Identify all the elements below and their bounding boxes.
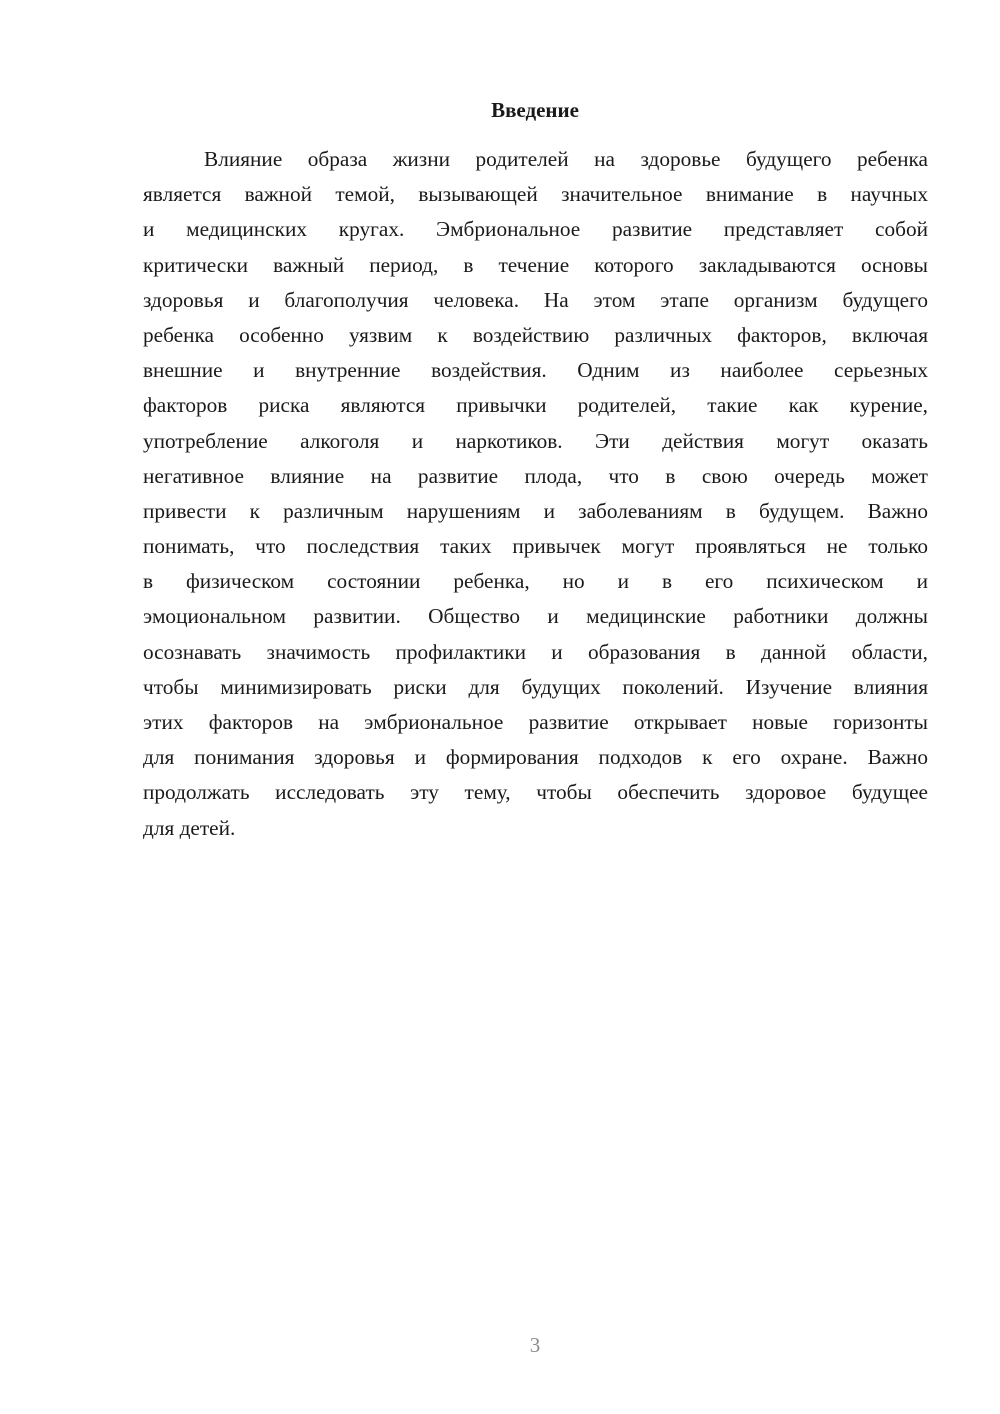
body-paragraph (143, 142, 928, 846)
page-number: 3 (529, 1333, 541, 1357)
paragraph-line: в физическом состоянии ребенка, но и в его психическом и (143, 569, 928, 594)
paragraph-line: ребенка особенно уязвим к воздействию различных факторов, включая (143, 322, 928, 347)
paragraph-line: продолжать исследовать эту тему, чтобы обеспечить здоровое будущее (143, 780, 928, 805)
paragraph-line: чтобы минимизировать риски для будущих поколений. Изучение влияния (143, 674, 928, 699)
paragraph-line: эмоциональном развитии. Общество и медицинские работники должны (143, 604, 928, 629)
paragraph-line: факторов риска являются привычки родителей, такие как курение, (143, 393, 928, 418)
paragraph-line: употребление алкоголя и наркотиков. Эти действия могут оказать (143, 428, 928, 453)
paragraph-line: привести к различным нарушениям и заболеваниям в будущем. Важно (143, 498, 928, 523)
paragraph-line: Влияние образа жизни родителей на здоровье будущего ребенка (204, 147, 928, 171)
paragraph-line: внешние и внутренние воздействия. Одним из наиболее серьезных (143, 358, 928, 383)
paragraph-line: негативное влияние на развитие плода, что в свою очередь может (143, 463, 928, 488)
section-heading: Введение (491, 98, 579, 122)
paragraph-line: и медицинских кругах. Эмбриональное развитие представляет собой (143, 217, 928, 242)
paragraph-line: для детей. (143, 815, 236, 840)
paragraph-line: является важной темой, вызывающей значительное внимание в научных (143, 182, 928, 207)
paragraph-line: этих факторов на эмбриональное развитие открывает новые горизонты (143, 710, 928, 734)
paragraph-line: здоровья и благополучия человека. На этом этапе организм будущего (143, 287, 928, 312)
paragraph-line: осознавать значимость профилактики и образования в данной области, (143, 639, 928, 664)
paragraph-line: для понимания здоровья и формирования подходов к его охране. Важно (143, 745, 928, 770)
paragraph-line: критически важный период, в течение которого закладываются основы (143, 252, 928, 277)
paragraph-line: понимать, что последствия таких привычек могут проявляться не только (143, 534, 928, 559)
